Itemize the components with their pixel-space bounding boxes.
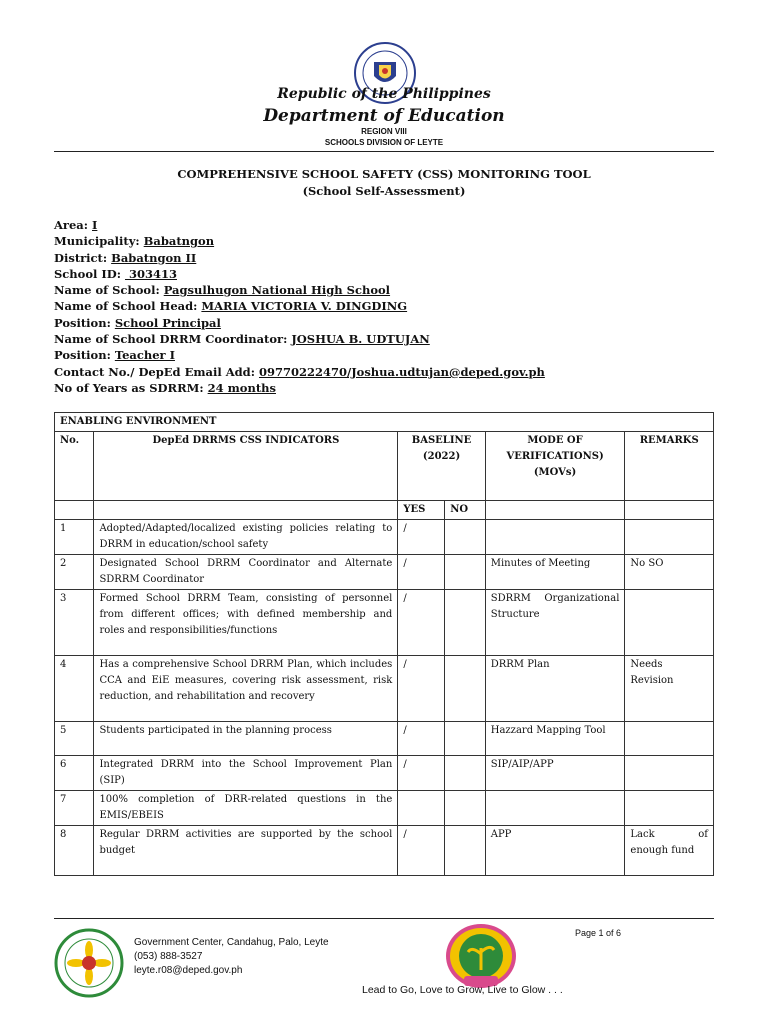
baseline-no — [445, 555, 486, 590]
row-number: 7 — [55, 791, 94, 826]
remarks-text: No SO — [625, 555, 714, 590]
coordinator-value: JOSHUA B. UDTUJAN — [291, 332, 430, 347]
indicator-row — [55, 756, 714, 791]
municipality-row: Municipality: Babatngon — [54, 234, 215, 249]
remarks-text — [625, 722, 714, 756]
school-head-row: Name of School Head: MARIA VICTORIA V. DINGDING — [54, 299, 408, 314]
mov-text: Minutes of Meeting — [485, 555, 625, 590]
division-label: SCHOOLS DIVISION OF LEYTE — [324, 138, 444, 147]
baseline-no — [445, 590, 486, 656]
footer-divider — [54, 918, 714, 919]
indicator-text: Adopted/Adapted/localized existing policies relating to DRRM in education/school safety — [94, 520, 398, 555]
col-yes-header: YES — [398, 501, 445, 520]
footer-address: Government Center, Candahug, Palo, Leyte — [134, 937, 329, 948]
seeding-logo — [444, 922, 518, 990]
indicator-row — [55, 590, 714, 656]
section-title: ENABLING ENVIRONMENT — [55, 413, 714, 432]
section-row — [55, 413, 714, 432]
row-number: 8 — [55, 826, 94, 876]
row-number: 2 — [55, 555, 94, 590]
indicator-text: Students participated in the planning process — [94, 722, 398, 756]
indicator-text: 100% completion of DRR-related questions in the EMIS/EBEIS — [94, 791, 398, 826]
district-row: District: Babatngon II — [54, 250, 197, 265]
school-id-row: School ID: 303413 — [54, 266, 177, 281]
baseline-yes — [398, 791, 445, 826]
indicator-text: Has a comprehensive School DRRM Plan, which includes CCA and EiE measures, covering risk assessment, risk reduction, and rehabilitation and recovery — [94, 656, 398, 722]
remarks-text — [625, 590, 714, 656]
mov-text — [485, 791, 625, 826]
republic-heading: Republic of the Philippines — [277, 86, 491, 102]
years-row: No of Years as SDRRM: 24 months — [54, 380, 276, 395]
coordinator-position-value: Teacher I — [114, 348, 175, 363]
baseline-yes: / — [398, 555, 445, 590]
indicator-text: Designated School DRRM Coordinator and Alternate SDRRM Coordinator — [94, 555, 398, 590]
schools-division-logo — [54, 928, 124, 998]
footer-phone: (053) 888-3527 — [134, 951, 203, 962]
school-head-value: MARIA VICTORIA V. DINGDING — [201, 299, 408, 314]
school-name-value: Pagsulhugon National High School — [163, 283, 391, 298]
footer-tagline: Lead to Go, Love to Grow, Live to Glow . . . — [362, 984, 563, 996]
school-info-block — [54, 217, 545, 396]
area-row: Area: I — [54, 218, 98, 232]
baseline-no — [445, 722, 486, 756]
indicator-row — [55, 722, 714, 756]
indicator-text: Integrated DRRM into the School Improvement Plan (SIP) — [94, 756, 398, 791]
position-row: Position: School Principal — [54, 315, 221, 330]
remarks-text — [625, 520, 714, 555]
baseline-no — [445, 756, 486, 791]
mov-text: APP — [485, 826, 625, 876]
area-value: I — [92, 218, 98, 232]
mov-text — [485, 520, 625, 555]
baseline-yes: / — [398, 826, 445, 876]
position-value: School Principal — [114, 315, 221, 330]
header-divider — [54, 151, 714, 152]
row-number: 5 — [55, 722, 94, 756]
remarks-text — [625, 756, 714, 791]
indicator-row — [55, 656, 714, 722]
baseline-no — [445, 520, 486, 555]
col-baseline-header: BASELINE (2022) — [398, 432, 485, 501]
remarks-text: Lack of enough fund — [625, 826, 714, 876]
baseline-yes: / — [398, 590, 445, 656]
school-name-row: Name of School: Pagsulhugon National High School — [54, 283, 391, 298]
row-number: 3 — [55, 590, 94, 656]
years-value: 24 months — [207, 380, 276, 395]
baseline-no — [445, 791, 486, 826]
school-id-value: 303413 — [124, 266, 177, 281]
baseline-no — [445, 826, 486, 876]
indicator-row — [55, 791, 714, 826]
footer-email: leyte.r08@deped.gov.ph — [134, 965, 243, 976]
baseline-no — [445, 656, 486, 722]
row-number: 6 — [55, 756, 94, 791]
remarks-text — [625, 791, 714, 826]
baseline-yes: / — [398, 722, 445, 756]
indicator-row — [55, 826, 714, 876]
remarks-text: Needs Revision — [625, 656, 714, 722]
col-remarks-header: REMARKS — [625, 432, 714, 501]
indicator-row — [55, 555, 714, 590]
contact-value: 09770222470/Joshua.udtujan@deped.gov.ph — [258, 364, 545, 379]
coordinator-position-row: Position: Teacher I — [54, 348, 175, 363]
col-no-header: No. — [55, 432, 94, 501]
css-indicators-table — [54, 412, 714, 876]
department-heading: Department of Education — [263, 106, 505, 126]
mov-text: Hazzard Mapping Tool — [485, 722, 625, 756]
contact-row: Contact No./ DepEd Email Add: 09770222470/Joshua.udtujan@deped.gov.ph — [54, 364, 545, 379]
baseline-yes: / — [398, 520, 445, 555]
page-number: Page 1 of 6 — [575, 928, 622, 938]
mov-text: DRRM Plan — [485, 656, 625, 722]
col-no-mark-header: NO — [445, 501, 486, 520]
district-value: Babatngon II — [111, 250, 197, 265]
col-indicators-header: DepEd DRRMS CSS INDICATORS — [94, 432, 398, 501]
indicator-text: Regular DRRM activities are supported by the school budget — [94, 826, 398, 876]
indicator-row — [55, 520, 714, 555]
municipality-value: Babatngon — [143, 234, 215, 249]
row-number: 4 — [55, 656, 94, 722]
baseline-yes: / — [398, 656, 445, 722]
row-number: 1 — [55, 520, 94, 555]
indicator-text: Formed School DRRM Team, consisting of personnel from different offices; with defined membership and roles and responsibilities/functions — [94, 590, 398, 656]
indicator-rows — [55, 520, 714, 876]
mov-text: SDRRM Organizational Structure — [485, 590, 625, 656]
mov-text: SIP/AIP/APP — [485, 756, 625, 791]
header-row — [55, 432, 714, 501]
col-movs-header: MODE OF VERIFICATIONS) (MOVs) — [485, 432, 625, 501]
subheader-row — [55, 501, 714, 520]
document-subtitle: (School Self-Assessment) — [302, 184, 466, 198]
coordinator-row: Name of School DRRM Coordinator: JOSHUA B. UDTUJAN — [54, 332, 430, 347]
document-title: COMPREHENSIVE SCHOOL SAFETY (CSS) MONITORING TOOL — [177, 167, 591, 181]
baseline-yes: / — [398, 756, 445, 791]
region-label: REGION VIII — [361, 127, 407, 136]
